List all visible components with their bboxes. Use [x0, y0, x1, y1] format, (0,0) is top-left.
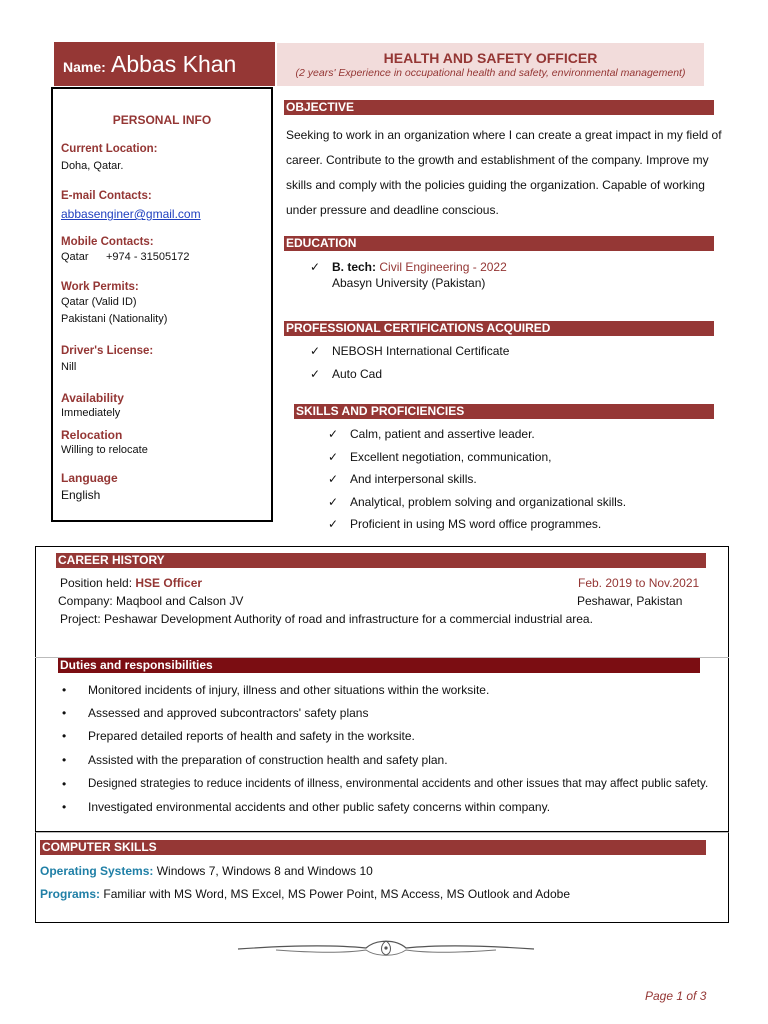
skill-item	[328, 450, 708, 466]
programs	[40, 887, 570, 901]
checkmark-icon: ✓	[310, 367, 321, 381]
certification-text: Auto Cad	[332, 367, 383, 381]
skill-item	[328, 517, 708, 533]
ornament-divider-icon	[236, 935, 536, 961]
duty-text: Assessed and approved subcontractors' safety plans	[88, 706, 369, 720]
name-label: Name:	[63, 59, 106, 75]
page-number: Page 1 of 3	[645, 989, 707, 1003]
relocation-value: Willing to relocate	[61, 444, 148, 456]
permits-label: Work Permits:	[61, 281, 139, 293]
bullet-icon: •	[62, 729, 67, 743]
bullet-icon: •	[62, 800, 67, 814]
email-link[interactable]: abbasenginer@gmail.com	[61, 207, 201, 221]
duty-text: Investigated environmental accidents and other public safety concerns within company.	[88, 800, 551, 814]
mobile-country: Qatar	[61, 251, 89, 263]
os-label: Operating Systems:	[40, 864, 154, 878]
availability-label: Availability	[61, 391, 124, 405]
position-title: HSE Officer	[135, 576, 203, 590]
skill-item	[328, 495, 708, 511]
career-history-heading: CAREER HISTORY	[56, 553, 706, 568]
job-title: HEALTH AND SAFETY OFFICER	[383, 50, 598, 66]
checkmark-icon: ✓	[328, 450, 339, 464]
degree-field: Civil Engineering - 2022	[379, 260, 507, 274]
language-value: English	[61, 488, 101, 502]
skill-item	[328, 427, 708, 443]
email-label: E-mail Contacts:	[61, 190, 152, 202]
skills-heading: SKILLS AND PROFICIENCIES	[294, 404, 714, 419]
permit-qatar: Qatar (Valid ID)	[61, 296, 137, 308]
relocation-label: Relocation	[61, 428, 123, 442]
programs-label: Programs:	[40, 887, 101, 901]
permit-pakistan: Pakistani (Nationality)	[61, 313, 168, 325]
checkmark-icon: ✓	[328, 427, 339, 441]
position-line	[60, 576, 202, 590]
objective-text	[286, 123, 722, 223]
personal-info-heading: PERSONAL INFO	[112, 113, 212, 127]
checkmark-icon: ✓	[328, 517, 339, 531]
bullet-icon: •	[62, 753, 67, 767]
candidate-name: Abbas Khan	[111, 51, 237, 77]
skill-text: Analytical, problem solving and organizational skills.	[350, 495, 627, 509]
experience-summary: (2 years' Experience in occupational health and safety, environmental management)	[295, 67, 686, 79]
duty-text: Prepared detailed reports of health and safety in the worksite.	[88, 729, 415, 743]
skill-text: Excellent negotiation, communication,	[350, 450, 552, 464]
location-value: Doha, Qatar.	[61, 160, 124, 172]
checkmark-icon: ✓	[328, 472, 339, 486]
checkmark-icon: ✓	[328, 495, 339, 509]
employment-dates: Feb. 2019 to Nov.2021	[578, 576, 700, 590]
certification-text: NEBOSH International Certificate	[332, 344, 510, 358]
skill-text: Proficient in using MS word office programmes.	[350, 517, 602, 531]
skill-item	[328, 472, 708, 488]
project: Project: Peshawar Development Authority of road and infrastructure for a commercial industrial area.	[60, 612, 593, 626]
duty-text: Monitored incidents of injury, illness and other situations within the worksite.	[88, 683, 490, 697]
license-label: Driver's License:	[61, 345, 154, 357]
company-location: Peshawar, Pakistan	[577, 594, 683, 608]
certification-item	[310, 367, 610, 383]
os-value: Windows 7, Windows 8 and Windows 10	[156, 864, 373, 878]
checkmark-icon: ✓	[310, 344, 321, 358]
bullet-icon: •	[62, 683, 67, 697]
objective-line: under pressure and deadline conscious.	[286, 203, 499, 217]
objective-line: Seeking to work in an organization where I can create a great impact in my field of	[286, 128, 722, 142]
language-label: Language	[61, 471, 118, 485]
degree: B. tech:	[332, 260, 377, 274]
title-banner	[277, 43, 704, 86]
objective-heading: OBJECTIVE	[284, 100, 714, 115]
skill-text: And interpersonal skills.	[350, 472, 477, 486]
mobile-label: Mobile Contacts:	[61, 236, 154, 248]
duty-text: Assisted with the preparation of construction health and safety plan.	[88, 753, 448, 767]
location-label: Current Location:	[61, 143, 158, 155]
operating-systems	[40, 864, 373, 878]
duty-text: Designed strategies to reduce incidents of illness, environmental accidents and other issues that may affect public safety.	[88, 777, 709, 790]
position-label: Position held:	[60, 576, 133, 590]
mobile-number: +974 - 31505172	[106, 251, 190, 263]
bullet-icon: •	[62, 777, 67, 791]
skill-text: Calm, patient and assertive leader.	[350, 427, 535, 441]
company: Company: Maqbool and Calson JV	[58, 594, 244, 608]
name-banner	[54, 42, 275, 86]
objective-line: career. Contribute to the growth and establishment of the company. Improve my	[286, 153, 709, 167]
objective-line: skills and comply with the policies guiding the organization. Capable of working	[286, 178, 705, 192]
education-heading: EDUCATION	[284, 236, 714, 251]
certification-item	[310, 344, 610, 360]
duties-heading: Duties and responsibilities	[58, 658, 700, 673]
education-item	[310, 260, 610, 276]
personal-info-box	[51, 87, 273, 522]
university: Abasyn University (Pakistan)	[332, 276, 486, 290]
certifications-heading: PROFESSIONAL CERTIFICATIONS ACQUIRED	[284, 321, 714, 336]
license-value: Nill	[61, 361, 77, 373]
computer-skills-heading: COMPUTER SKILLS	[40, 840, 706, 855]
bullet-icon: •	[62, 706, 67, 720]
availability-value: Immediately	[61, 407, 121, 419]
checkmark-icon: ✓	[310, 260, 321, 274]
programs-value: Familiar with MS Word, MS Excel, MS Power Point, MS Access, MS Outlook and Adobe	[103, 887, 570, 901]
